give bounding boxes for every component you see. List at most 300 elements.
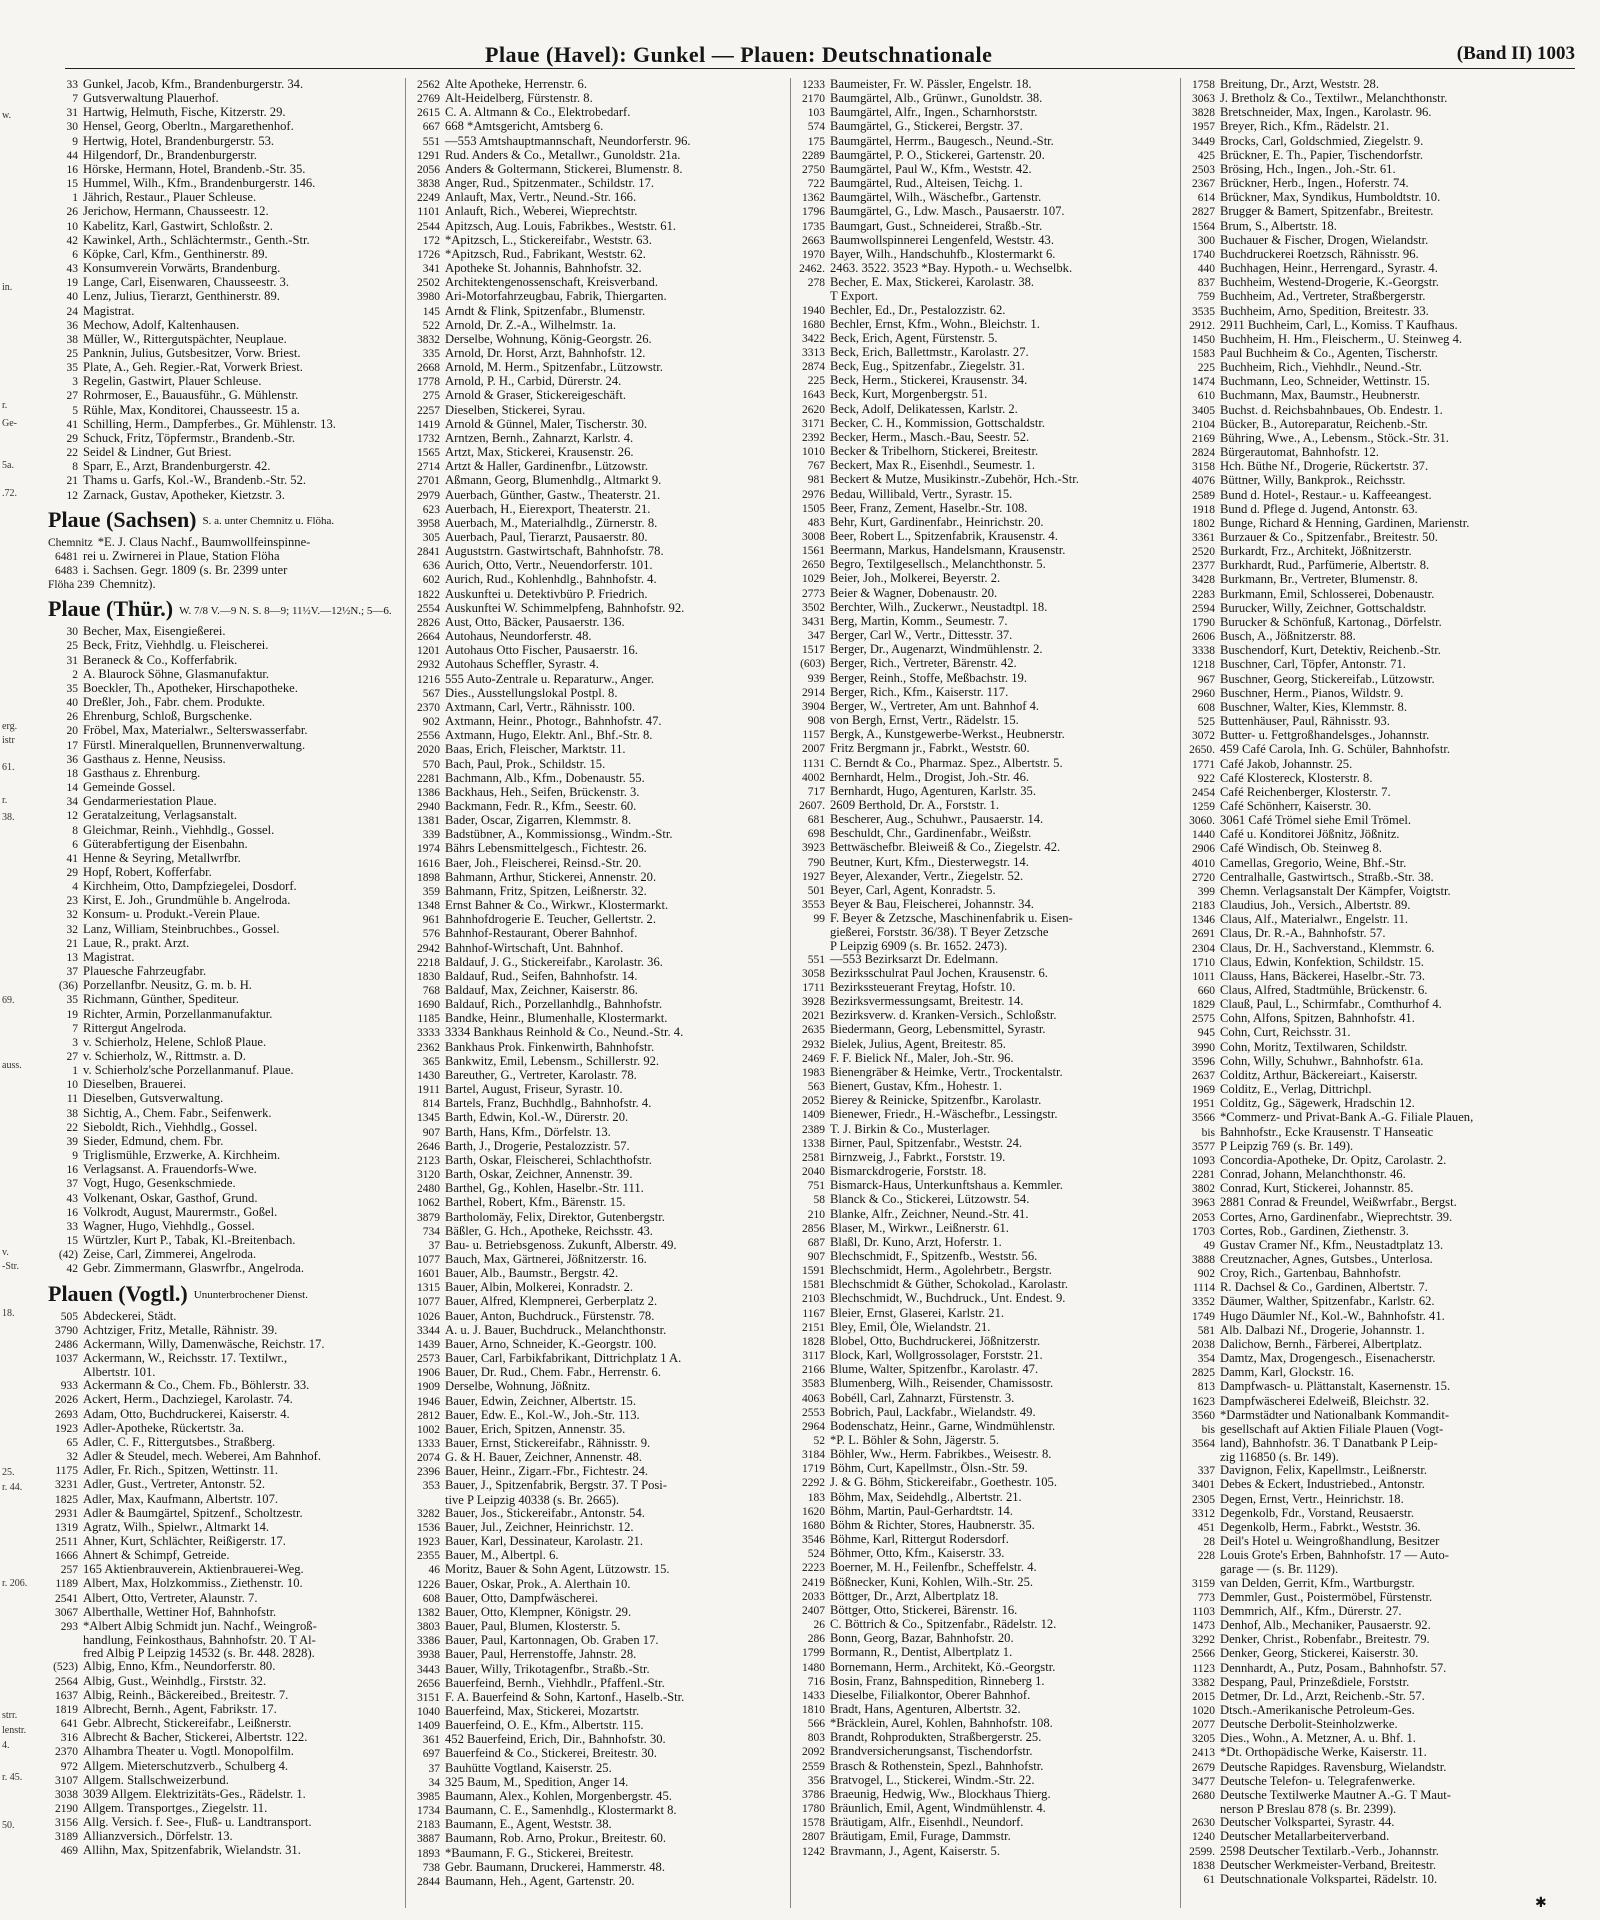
phone-number: 2812	[417, 1409, 440, 1422]
directory-entry	[410, 1140, 790, 1154]
phone-number: 1680	[802, 1519, 825, 1532]
entry-text: Bauer, Otto, Dampfwäscherei.	[445, 1591, 599, 1605]
entry-text: Adler, Fr. Rich., Spitzen, Wettinstr. 11.	[83, 1464, 279, 1478]
directory-entry	[48, 1620, 400, 1634]
phone-number: 1909	[417, 1381, 440, 1394]
phone-number: 1740	[1192, 248, 1215, 261]
phone-number: 275	[422, 390, 440, 403]
phone-number: 9	[72, 135, 78, 148]
phone-number: 2190	[55, 1802, 78, 1815]
entry-text: Blechschmidt, W., Buchdruck., Unt. Endest. 9.	[830, 1292, 1066, 1306]
directory-entry	[795, 1845, 1180, 1859]
directory-entry	[410, 927, 790, 941]
entry-text: Gasthaus z. Henne, Neusiss.	[83, 752, 226, 766]
entry-text: Claus, Dr. H., Sachverstand., Klemmstr. 6.	[1220, 941, 1435, 955]
phone-number: 1940	[802, 304, 825, 317]
entry-text: Buchauer & Fischer, Drogen, Wielandstr.	[1220, 233, 1429, 247]
entry-text: Café Schönherr, Kaiserstr. 30.	[1220, 799, 1372, 813]
phone-number: 1898	[417, 871, 440, 884]
entry-continuation	[48, 1634, 400, 1647]
phone-number: 3386	[417, 1635, 440, 1648]
entry-text: Baumeister, Fr. W. Pässler, Engelstr. 18.	[830, 78, 1032, 91]
entry-text: Bößnecker, Kuni, Kohlen, Wilh.-Str. 25.	[830, 1575, 1034, 1589]
phone-number: 623	[422, 503, 440, 516]
phone-number: 551	[422, 135, 440, 148]
phone-number: 1838	[1192, 1859, 1215, 1872]
phone-number: 3156	[55, 1817, 78, 1830]
directory-entry	[1185, 1775, 1585, 1789]
entry-text: Bauer, Albin, Molkerei, Konradstr. 2.	[445, 1281, 634, 1295]
directory-entry	[1185, 177, 1585, 191]
entry-text: Bismarck-Haus, Unterkunftshaus a. Kemmler.	[830, 1179, 1063, 1193]
phone-number: 1819	[55, 1703, 78, 1716]
phone-number: 2573	[417, 1353, 440, 1366]
directory-entry	[795, 1816, 1180, 1830]
phone-number: 2038	[1192, 1338, 1215, 1351]
city-section-heading	[48, 1282, 400, 1306]
directory-entry	[1185, 1830, 1585, 1844]
directory-entry	[48, 1689, 400, 1703]
directory-entry	[795, 856, 1180, 870]
directory-entry	[1185, 1069, 1585, 1083]
entry-text: Kirchheim, Otto, Dampfziegelei, Dosdorf.	[83, 880, 297, 894]
entry-text: Arnold, M. Herm., Spitzenfabr., Lützowstr.	[445, 361, 663, 375]
phone-number: 1591	[802, 1265, 825, 1278]
entry-text: Arntzen, Bernh., Zahnarzt, Karlstr. 4.	[445, 431, 634, 445]
directory-entry	[795, 106, 1180, 120]
directory-entry	[410, 531, 790, 545]
directory-entry	[795, 318, 1180, 332]
phone-number: 2503	[1192, 163, 1215, 176]
entry-text: Allgem. Transportges., Ziegelstr. 11.	[83, 1801, 268, 1815]
phone-number: 2407	[802, 1604, 825, 1617]
entry-text: Bobrich, Paul, Lackfabr., Wielandstr. 49.	[830, 1405, 1036, 1419]
entry-text: Baas, Erich, Fleischer, Marktstr. 11.	[445, 743, 626, 757]
phone-number: 1735	[802, 220, 825, 233]
margin-fragment: lenstr.	[2, 1725, 27, 1736]
phone-number: 3	[72, 376, 78, 389]
directory-entry	[795, 1349, 1180, 1363]
entry-text: Gasthaus z. Ehrenburg.	[83, 766, 201, 780]
directory-entry	[410, 262, 790, 276]
directory-entry	[795, 488, 1180, 502]
phone-number: 2544	[417, 220, 440, 233]
entry-text: Gebr. Zimmermann, Glaswrfbr., Angelroda.	[83, 1262, 305, 1276]
directory-entry	[48, 1107, 400, 1121]
directory-entry	[48, 993, 400, 1007]
phone-number: 30	[66, 121, 78, 134]
phone-number: 1433	[802, 1689, 825, 1702]
directory-entry	[410, 1423, 790, 1437]
entry-text: Baumann, Rob. Arno, Prokur., Breitestr. 60.	[445, 1832, 667, 1846]
directory-entry	[795, 1292, 1180, 1306]
entry-text: Volkrodt, August, Maurermstr., Goßel.	[83, 1205, 278, 1219]
directory-entry	[1185, 163, 1585, 177]
phone-number: 722	[807, 178, 825, 191]
directory-entry	[795, 1392, 1180, 1406]
directory-entry	[410, 1634, 790, 1648]
phone-number: 566	[807, 1718, 825, 1731]
phone-number: 103	[807, 107, 825, 120]
phone-number: 2541	[55, 1592, 78, 1605]
phone-number: 967	[1197, 673, 1215, 686]
phone-number: 6	[72, 838, 78, 851]
directory-entry	[795, 1307, 1180, 1321]
phone-number: 3184	[802, 1449, 825, 1462]
entry-text: Cortes, Arno, Gardinenfabr., Wieprechtstr. 39.	[1220, 1210, 1453, 1224]
phone-number: 687	[807, 1236, 825, 1249]
phone-number: 335	[422, 347, 440, 360]
directory-entry	[48, 668, 400, 682]
directory-entry	[410, 545, 790, 559]
entry-text: Wagner, Hugo, Viehhdlg., Gossel.	[83, 1219, 255, 1233]
entry-text: Deutsche Derbolit-Steinholzwerke.	[1220, 1718, 1398, 1732]
directory-entry	[48, 319, 400, 333]
entry-text: Blumenberg, Wilh., Reisender, Chamissostr.	[830, 1377, 1054, 1391]
phone-number: 2454	[1192, 786, 1215, 799]
directory-entry	[1185, 418, 1585, 432]
phone-number: 2026	[55, 1394, 78, 1407]
phone-number: (523)	[53, 1661, 78, 1674]
entry-text: 555 Auto-Zentrale u. Reparaturw., Anger.	[445, 672, 655, 686]
directory-entry	[410, 1281, 790, 1295]
entry-text: Bauerfeind, Bernh., Viehhdlr., Pfaffenl.-Str.	[445, 1676, 665, 1690]
directory-entry	[48, 1760, 400, 1774]
directory-entry	[410, 1507, 790, 1521]
phone-number: 2827	[1192, 206, 1215, 219]
entry-text: Schuck, Fritz, Töpfermstr., Brandenb.-Str.	[83, 431, 296, 445]
entry-text: Buchheim, Westend-Drogerie, K.-Georgstr.	[1220, 276, 1439, 290]
entry-text: Beck, Eug., Spitzenfabr., Ziegelstr. 31.	[830, 360, 1025, 374]
directory-entry	[1185, 248, 1585, 262]
directory-entry	[410, 234, 790, 248]
entry-text: Beer, Franz, Zement, Haselbr.-Str. 108.	[830, 501, 1028, 515]
phone-number: 300	[1197, 234, 1215, 247]
entry-text: Bauer, Paul, Herrenstoffe, Jahnstr. 28.	[445, 1648, 637, 1662]
left-margin-fragments	[0, 80, 42, 1910]
entry-text: Ackert, Herm., Dachziegel, Karolastr. 74.	[83, 1393, 293, 1407]
directory-entry	[795, 248, 1180, 262]
entry-text: Claus, Dr. R.-A., Bahnhofstr. 57.	[1220, 927, 1386, 941]
directory-entry	[410, 1126, 790, 1140]
directory-entry	[1185, 1493, 1585, 1507]
entry-text: 452 Bauerfeind, Erich, Dir., Bahnhofstr. 30.	[445, 1733, 666, 1747]
phone-number: 451	[1197, 1521, 1215, 1534]
directory-entry	[1185, 1619, 1585, 1633]
directory-entry	[410, 248, 790, 262]
directory-entry	[1185, 913, 1585, 927]
phone-number: 347	[807, 630, 825, 643]
entry-text: Cohn, Willy, Schuhwr., Bahnhofstr. 61a.	[1220, 1054, 1424, 1068]
directory-entry	[1185, 1732, 1585, 1746]
directory-entry	[1185, 1168, 1585, 1182]
entry-text: Bechler, Ed., Dr., Pestalozzistr. 62.	[830, 303, 1006, 317]
phone-number: 1749	[1192, 1310, 1215, 1323]
phone-number: 31	[66, 107, 78, 120]
directory-entry	[48, 710, 400, 724]
directory-entry	[410, 1521, 790, 1535]
phone-number: 305	[422, 532, 440, 544]
phone-number: 2169	[1192, 432, 1215, 445]
directory-column-2	[405, 78, 790, 1908]
phone-number: Chemnitz	[48, 536, 93, 549]
phone-number: 5	[72, 404, 78, 417]
directory-entry	[795, 120, 1180, 134]
entry-text: Beutner, Kurt, Kfm., Diesterwegstr. 14.	[830, 855, 1029, 869]
entry-text: Berger, Carl W., Vertr., Dittesstr. 37.	[830, 629, 1013, 643]
entry-text: Bravmann, J., Agent, Kaiserstr. 5.	[830, 1844, 1000, 1858]
entry-text: Beer, Robert L., Spitzenfabrik, Krausenstr. 4.	[830, 530, 1058, 543]
directory-entry	[1185, 1591, 1585, 1605]
phone-number: 602	[422, 574, 440, 587]
directory-entry	[1185, 842, 1585, 856]
entry-text: Claudius, Joh., Versich., Albertstr. 89.	[1220, 899, 1411, 913]
directory-entry	[48, 781, 400, 795]
directory-entry	[1185, 814, 1585, 828]
entry-text: *Apitzsch, Rud., Fabrikant, Weststr. 62.	[445, 247, 646, 261]
directory-entry	[410, 1239, 790, 1253]
phone-number: 2292	[802, 1477, 825, 1490]
entry-text: Albertstr. 101.	[83, 1366, 156, 1380]
entry-text: Buchst. d. Reichsbahnbaues, Ob. Endestr. 1.	[1220, 403, 1443, 417]
directory-entry	[795, 149, 1180, 163]
directory-entry	[1185, 1816, 1585, 1830]
phone-number: 1346	[1192, 914, 1215, 927]
phone-number: 469	[60, 1845, 78, 1858]
phone-number: 339	[422, 829, 440, 842]
entry-text: Burkardt, Frz., Architekt, Jößnitzerstr.	[1220, 545, 1412, 559]
directory-entry	[410, 786, 790, 800]
phone-number: 32	[66, 909, 78, 922]
entry-text: Arnold & Graser, Stickereigeschäft.	[445, 389, 626, 403]
entry-text: 3061 Café Trömel siehe Emil Trömel.	[1220, 814, 1412, 828]
entry-text: Büttner, Willy, Bankprok., Reichsstr.	[1220, 474, 1406, 488]
entry-text: Dieselben, Stickerei, Syrau.	[445, 403, 586, 417]
phone-number: 2912.	[1189, 319, 1215, 332]
phone-number: 3564	[1192, 1438, 1215, 1450]
entry-text: Magistrat.	[83, 304, 135, 318]
directory-entry	[410, 333, 790, 347]
entry-text: Volkenant, Oskar, Gasthof, Grund.	[83, 1191, 258, 1205]
entry-text: Bienert, Gustav, Kfm., Hohestr. 1.	[830, 1080, 1002, 1094]
phone-number: 2281	[417, 772, 440, 785]
phone-number: 1969	[1192, 1084, 1215, 1097]
directory-entry	[410, 1352, 790, 1366]
phone-number: 2396	[417, 1466, 440, 1479]
entry-text: Panknin, Julius, Gutsbesitzer, Vorw. Briest.	[83, 346, 301, 360]
entry-text: Degenkolb, Fdr., Vorstand, Reusaerstr.	[1220, 1506, 1415, 1520]
entry-text: Güterabfertigung der Eisenbahn.	[83, 837, 248, 851]
entry-text: Jährich, Restaur., Plauer Schleuse.	[83, 191, 257, 205]
entry-text: Claus, Alfred, Stadtmühle, Brückenstr. 6.	[1220, 984, 1428, 997]
entry-text: Autohaus Scheffler, Syrastr. 4.	[445, 658, 599, 672]
entry-text: Auskunftei u. Detektivbüro P. Friedrich.	[445, 587, 648, 601]
phone-number: 2223	[802, 1562, 825, 1575]
phone-number: 16	[66, 1206, 78, 1219]
entry-text: Conrad, Johann, Melanchthonstr. 46.	[1220, 1168, 1406, 1182]
entry-text: Brückner, Max, Syndikus, Humboldtstr. 10.	[1220, 191, 1441, 205]
directory-entry	[1185, 871, 1585, 885]
phone-number: 1923	[55, 1422, 78, 1435]
entry-text: —553 Bezirksarzt Dr. Edelmann.	[830, 952, 999, 966]
phone-number: 483	[807, 516, 825, 529]
phone-number: 3928	[802, 996, 825, 1009]
directory-entry	[1185, 673, 1585, 687]
directory-entry	[1185, 1761, 1585, 1775]
directory-entry	[1185, 1140, 1585, 1154]
phone-number: 2979	[417, 489, 440, 502]
entry-text: Thams u. Garfs, Kol.-W., Brandenb.-Str. 52.	[83, 474, 307, 488]
phone-number: 3477	[1192, 1775, 1215, 1788]
phone-number: 922	[1197, 772, 1215, 785]
phone-number: 37	[66, 966, 78, 979]
phone-number: 717	[807, 785, 825, 798]
entry-text: Aurich, Otto, Vertr., Neuendorferstr. 101.	[445, 559, 653, 573]
directory-entry	[795, 1547, 1180, 1561]
directory-entry	[410, 956, 790, 970]
directory-entry	[1185, 135, 1585, 149]
entry-text: Claus, Edwin, Konfektion, Schildstr. 15.	[1220, 955, 1424, 969]
phone-number: 1419	[417, 418, 440, 431]
phone-number: 30	[66, 626, 78, 639]
directory-entry	[48, 120, 400, 134]
directory-entry	[1185, 361, 1585, 375]
phone-number: 2825	[1192, 1367, 1215, 1380]
entry-text: Dampfwasch- u. Plättanstalt, Kasernenstr. 15.	[1220, 1380, 1451, 1394]
directory-entry	[48, 1660, 400, 1674]
phone-number: 2931	[55, 1507, 78, 1520]
entry-text: *Apitzsch, L., Stickereifabr., Weststr. 63.	[445, 233, 652, 247]
entry-text: Köpke, Carl, Kfm., Genthinerstr. 89.	[83, 247, 268, 261]
directory-entry	[48, 724, 400, 738]
entry-text: Gendarmeriestation Plaue.	[83, 795, 217, 809]
entry-text: Colditz, E., Verlag, Dittrichpl.	[1220, 1083, 1372, 1097]
phone-number: 525	[1197, 716, 1215, 729]
directory-entry	[48, 654, 400, 668]
directory-entry	[48, 92, 400, 106]
phone-number: (603)	[800, 658, 825, 671]
directory-entry	[795, 276, 1180, 290]
entry-text: Deutsche Textilwerke Mautner A.-G. T Maut-	[1220, 1788, 1451, 1802]
directory-entry	[410, 1395, 790, 1409]
entry-text: Baumgärtel, Alb., Grünwr., Gunoldstr. 38.	[830, 92, 1043, 106]
phone-number: 3282	[417, 1507, 440, 1520]
directory-entry	[795, 473, 1180, 487]
directory-entry	[1185, 602, 1585, 616]
entry-text: Böhler, Ww., Herm. Fabrikbes., Weisestr. 8.	[830, 1448, 1052, 1462]
phone-number: 2389	[802, 1123, 825, 1136]
margin-fragment: -Str.	[2, 1261, 19, 1272]
entry-text: Bährs Lebensmittelgesch., Fichtestr. 26.	[445, 842, 647, 856]
entry-text: Berger, Dr., Augenarzt, Windmühlenstr. 2.	[830, 643, 1043, 657]
directory-entry	[48, 404, 400, 418]
directory-entry	[410, 729, 790, 743]
entry-text: Alhambra Theater u. Vogtl. Monopolfilm.	[83, 1745, 294, 1759]
phone-number: 2052	[802, 1095, 825, 1108]
directory-entry	[410, 163, 790, 177]
phone-number: 356	[807, 1774, 825, 1787]
entry-text: Debes & Eckert, Industriebed., Antonstr.	[1220, 1478, 1425, 1492]
phone-number: 3546	[802, 1534, 825, 1547]
entry-text: Brandversicherungsanst, Tischendorfstr.	[830, 1745, 1033, 1759]
phone-number: 1906	[417, 1367, 440, 1380]
directory-entry	[1185, 333, 1585, 347]
directory-entry	[1185, 1549, 1585, 1563]
entry-text: Baldauf, Rud., Seifen, Bahnhofstr. 14.	[445, 969, 638, 983]
phone-number: 183	[807, 1491, 825, 1504]
phone-number: 3151	[417, 1691, 440, 1704]
phone-number: 907	[807, 1250, 825, 1263]
directory-entry	[48, 951, 400, 965]
directory-entry	[410, 1069, 790, 1083]
entry-text: Beck, Herm., Stickerei, Krausenstr. 34.	[830, 374, 1028, 388]
phone-number: 1062	[417, 1197, 440, 1210]
directory-entry	[795, 1604, 1180, 1618]
entry-text: C. Berndt & Co., Pharmaz. Spez., Albertstr. 5.	[830, 756, 1063, 770]
entry-text: Adler-Apotheke, Rückertstr. 3a.	[83, 1421, 244, 1435]
margin-fragment: r.	[2, 795, 8, 806]
entry-text: Ackermann & Co., Chem. Fb., Böhlerstr. 33.	[83, 1379, 310, 1393]
phone-number: 175	[807, 135, 825, 148]
phone-number: 31	[66, 654, 78, 667]
phone-number: 2370	[55, 1746, 78, 1759]
phone-number: 3072	[1192, 730, 1215, 743]
directory-entry	[1185, 1352, 1585, 1366]
phone-number: 2183	[417, 1819, 440, 1832]
phone-number: 1185	[417, 1013, 440, 1026]
entry-text: Baumgärtel, Alfr., Ingen., Scharnhorststr.	[830, 106, 1038, 120]
entry-continuation	[1185, 1451, 1585, 1464]
directory-entry	[48, 1177, 400, 1191]
print-mark: ✱	[1535, 1896, 1547, 1911]
phone-number: 32	[66, 1451, 78, 1464]
phone-number: 2960	[1192, 687, 1215, 700]
directory-entry	[48, 1352, 400, 1366]
city-section-heading	[48, 508, 400, 532]
phone-number: 576	[422, 928, 440, 941]
directory-entry	[410, 375, 790, 389]
phone-number: 7	[72, 93, 78, 106]
phone-number: 2807	[802, 1831, 825, 1844]
phone-number: 2769	[417, 93, 440, 106]
directory-entry	[1185, 205, 1585, 219]
directory-entry	[795, 898, 1180, 912]
phone-number: 3060.	[1189, 815, 1215, 828]
entry-text: Anlauft, Rich., Weberei, Wieprechtstr.	[445, 205, 638, 219]
phone-number: 2183	[1192, 900, 1215, 913]
directory-entry	[795, 1830, 1180, 1844]
directory-entry	[410, 191, 790, 205]
entry-text: Ackermann, W., Reichsstr. 17. Textilwr.,	[83, 1351, 288, 1365]
entry-text: Bormann, R., Dentist, Albertplatz 1.	[830, 1646, 1013, 1660]
entry-text: Demmrich, Alf., Kfm., Dürerstr. 27.	[1220, 1604, 1402, 1618]
phone-number: 1123	[1192, 1662, 1215, 1675]
phone-number: 22	[66, 447, 78, 460]
directory-entry	[795, 1250, 1180, 1264]
directory-entry	[795, 445, 1180, 459]
phone-number: 1983	[802, 1066, 825, 1079]
entry-text: Dies., Wohn., A. Metzner, A. u. Bhf. 1.	[1220, 1732, 1416, 1746]
phone-number: 1564	[1192, 220, 1215, 233]
margin-fragment: r. 44.	[2, 1482, 23, 1493]
directory-entry	[1185, 758, 1585, 772]
phone-number: 2151	[802, 1321, 825, 1334]
entry-text: Bleier, Ernst, Glaserei, Karlstr. 21.	[830, 1306, 1005, 1320]
entry-text: Chemnitz).	[99, 578, 156, 592]
entry-text: Albert, Otto, Vertreter, Alaunstr. 7.	[83, 1591, 258, 1605]
directory-entry	[1185, 1211, 1585, 1225]
entry-text: *Bräcklein, Aurel, Kohlen, Bahnhofstr. 108.	[830, 1717, 1053, 1731]
